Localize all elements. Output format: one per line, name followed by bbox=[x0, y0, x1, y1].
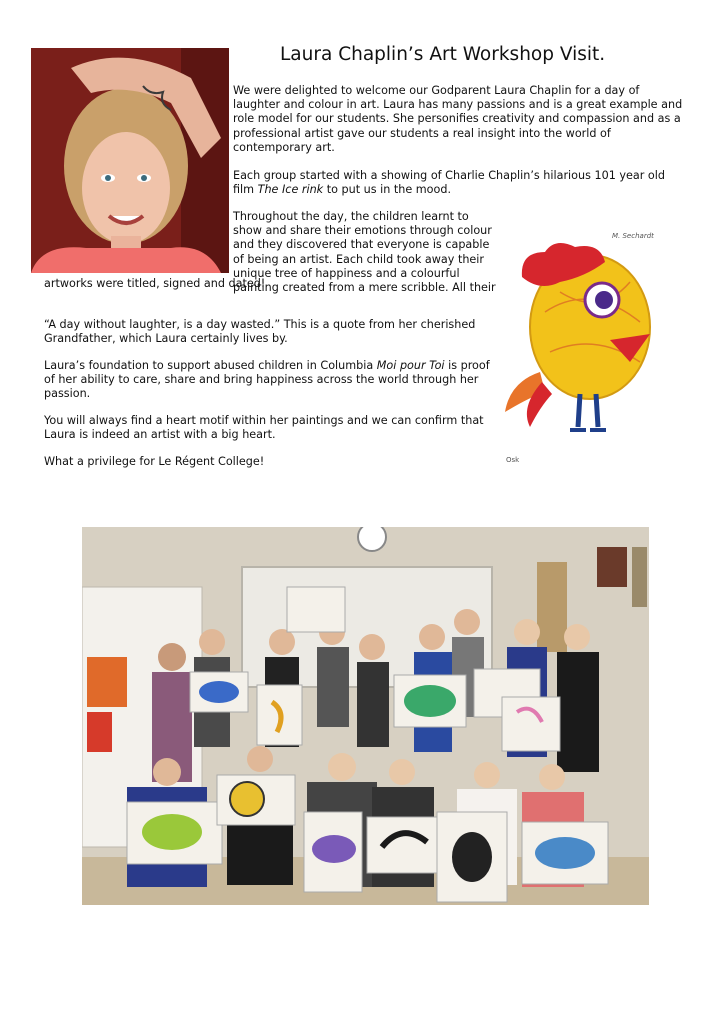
drawing-signature-top: M. Sechardt bbox=[612, 232, 654, 240]
chicken-illustration bbox=[500, 222, 690, 467]
paragraph-welcome: We were delighted to welcome our Godparent Laura Chaplin for a day of laughter and colour in art. Laura has many passions and is a great example and role model for our students. She personifies creativity and compassion and as a professional artist gave our students a real insight into the world of contemporary art. bbox=[233, 84, 683, 154]
group-photo bbox=[82, 527, 649, 905]
paragraph-quote: “A day without laughter, is a day wasted.” This is a quote from her cherished Grandfather, which Laura certainly lives by. bbox=[44, 318, 476, 346]
film-sentence-tail: to put us in the mood. bbox=[326, 183, 452, 197]
portrait-illustration bbox=[31, 48, 229, 273]
paragraph-film bbox=[233, 169, 685, 197]
foundation-sentence-tail: is proof of her ability to care, share and bring happiness across the world through her passion. bbox=[44, 359, 490, 401]
paragraph-foundation bbox=[44, 359, 504, 402]
foundation-sentence-lead: Laura’s foundation to support abused children in Columbia bbox=[44, 359, 374, 372]
paragraph-heart-motif: You will always find a heart motif within her paintings and we can confirm that Laura is indeed an artist with a big heart. bbox=[44, 414, 484, 442]
foundation-name: Moi pour Toi bbox=[376, 359, 445, 372]
chicken-drawing bbox=[500, 222, 690, 467]
paragraph-workshop: Throughout the day, the children learnt to show and share their emotions through colour and they discovered that everyone is capable of being an artist. Each child took away their unique tree of happiness and a colourful painting created from a mere scribble. All their bbox=[233, 210, 496, 295]
drawing-signature-bottom: Osk bbox=[506, 456, 520, 464]
film-title: The Ice rink bbox=[257, 183, 324, 197]
film-sentence-lead: Each group started with a showing of Charlie Chaplin’s hilarious 101 year old film bbox=[233, 169, 665, 197]
page-title: Laura Chaplin’s Art Workshop Visit. bbox=[280, 44, 606, 65]
classroom-illustration bbox=[82, 527, 649, 905]
paragraph-closing: What a privilege for Le Régent College! bbox=[44, 455, 265, 468]
paragraph-workshop-continued: artworks were titled, signed and dated! bbox=[44, 277, 266, 290]
portrait-photo bbox=[31, 48, 229, 273]
